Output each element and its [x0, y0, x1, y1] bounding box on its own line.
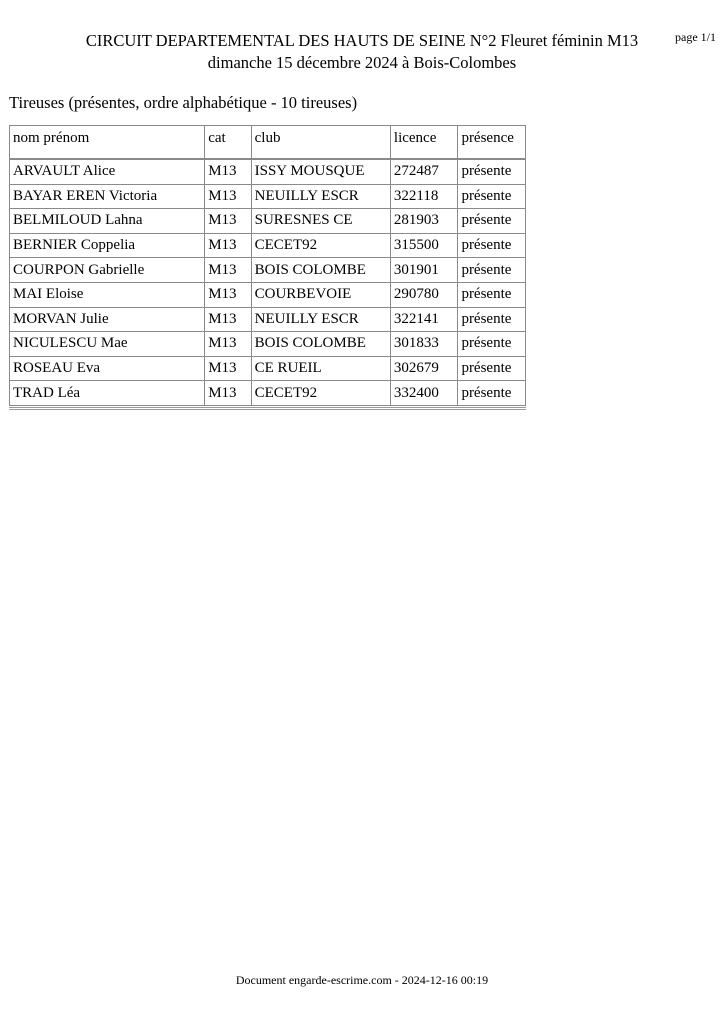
cell-presence: présente	[458, 209, 526, 234]
cell-cat: M13	[205, 381, 251, 406]
table-row	[10, 184, 526, 209]
cell-club: NEUILLY ESCR	[251, 184, 390, 209]
cell-name: BAYAR EREN Victoria	[10, 184, 205, 209]
cell-presence: présente	[458, 159, 526, 184]
document-title: CIRCUIT DEPARTEMENTAL DES HAUTS DE SEINE N°2 Fleuret féminin M13	[85, 31, 639, 50]
cell-presence: présente	[458, 184, 526, 209]
roster-table-container	[9, 125, 526, 410]
cell-name: BELMILOUD Lahna	[10, 209, 205, 234]
cell-cat: M13	[205, 282, 251, 307]
table-row	[10, 159, 526, 184]
table-row	[10, 307, 526, 332]
cell-cat: M13	[205, 356, 251, 381]
cell-name: COURPON Gabrielle	[10, 258, 205, 283]
cell-name: MORVAN Julie	[10, 307, 205, 332]
cell-licence: 302679	[390, 356, 458, 381]
table-row	[10, 381, 526, 406]
cell-cat: M13	[205, 209, 251, 234]
cell-presence: présente	[458, 332, 526, 357]
column-header-licence: licence	[390, 126, 458, 160]
cell-club: ISSY MOUSQUE	[251, 159, 390, 184]
column-header-club: club	[251, 126, 390, 160]
cell-club: BOIS COLOMBE	[251, 332, 390, 357]
roster-table	[9, 125, 526, 406]
cell-licence: 281903	[390, 209, 458, 234]
cell-cat: M13	[205, 159, 251, 184]
document-header	[0, 30, 724, 74]
document-footer: Document engarde-escrime.com - 2024-12-16 00:19	[235, 973, 489, 987]
cell-name: BERNIER Coppelia	[10, 233, 205, 258]
cell-licence: 301833	[390, 332, 458, 357]
section-heading: Tireuses (présentes, ordre alphabétique - 10 tireuses)	[9, 93, 358, 112]
cell-name: NICULESCU Mae	[10, 332, 205, 357]
table-row	[10, 332, 526, 357]
cell-name: MAI Eloise	[10, 282, 205, 307]
cell-presence: présente	[458, 356, 526, 381]
table-row	[10, 282, 526, 307]
cell-licence: 315500	[390, 233, 458, 258]
cell-club: COURBEVOIE	[251, 282, 390, 307]
cell-cat: M13	[205, 184, 251, 209]
column-header-presence: présence	[458, 126, 526, 160]
cell-licence: 272487	[390, 159, 458, 184]
cell-licence: 301901	[390, 258, 458, 283]
cell-club: SURESNES CE	[251, 209, 390, 234]
cell-licence: 322118	[390, 184, 458, 209]
cell-licence: 322141	[390, 307, 458, 332]
cell-name: ARVAULT Alice	[10, 159, 205, 184]
column-header-name: nom prénom	[10, 126, 205, 160]
cell-club: BOIS COLOMBE	[251, 258, 390, 283]
table-header-row	[10, 126, 526, 160]
table-row	[10, 233, 526, 258]
cell-club: CE RUEIL	[251, 356, 390, 381]
cell-name: ROSEAU Eva	[10, 356, 205, 381]
cell-presence: présente	[458, 258, 526, 283]
table-row	[10, 356, 526, 381]
cell-club: CECET92	[251, 233, 390, 258]
cell-presence: présente	[458, 381, 526, 406]
cell-cat: M13	[205, 233, 251, 258]
table-row	[10, 258, 526, 283]
cell-presence: présente	[458, 282, 526, 307]
cell-cat: M13	[205, 332, 251, 357]
cell-cat: M13	[205, 307, 251, 332]
document-subtitle: dimanche 15 décembre 2024 à Bois-Colombes	[207, 53, 517, 72]
cell-cat: M13	[205, 258, 251, 283]
cell-presence: présente	[458, 233, 526, 258]
cell-presence: présente	[458, 307, 526, 332]
page-number: page 1/1	[675, 30, 716, 44]
cell-club: CECET92	[251, 381, 390, 406]
cell-club: NEUILLY ESCR	[251, 307, 390, 332]
table-row	[10, 209, 526, 234]
cell-licence: 332400	[390, 381, 458, 406]
cell-name: TRAD Léa	[10, 381, 205, 406]
column-header-cat: cat	[205, 126, 251, 160]
cell-licence: 290780	[390, 282, 458, 307]
